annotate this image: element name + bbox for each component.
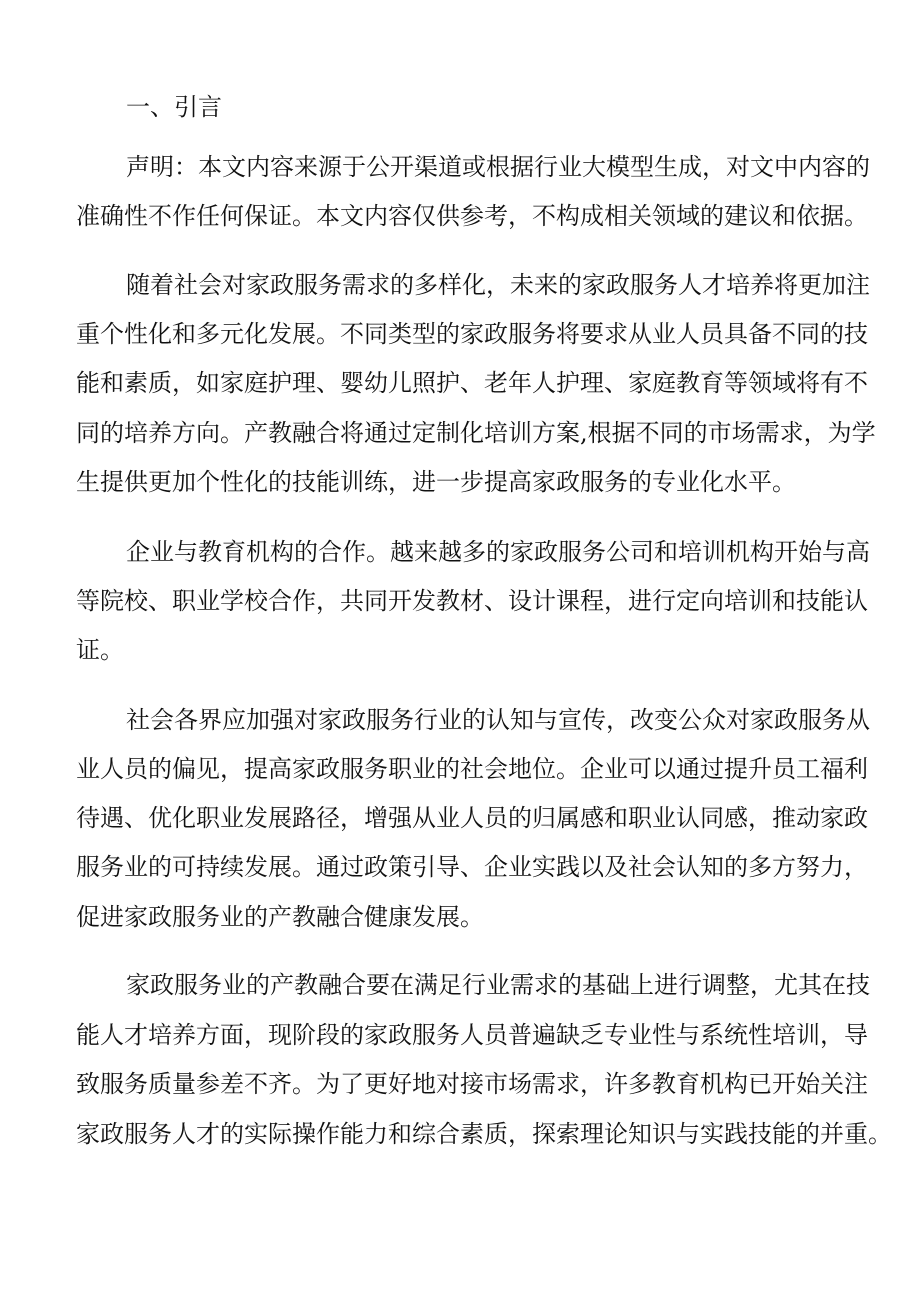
- paragraph-5-line-1: 家政服务业的产教融合要在满足行业需求的基础上进行调整，尤其在技: [126, 971, 870, 999]
- paragraph-3-line-1: 企业与教育机构的合作。越来越多的家政服务公司和培训机构开始与高: [126, 538, 870, 566]
- paragraph-2-line-5: 生提供更加个性化的技能训练，进一步提高家政服务的专业化水平。: [76, 468, 796, 496]
- paragraph-4-line-5: 促进家政服务业的产教融合健康发展。: [76, 903, 484, 931]
- paragraph-5-line-2: 能人才培养方面，现阶段的家政服务人员普遍缺乏专业性与系统性培训，导: [76, 1021, 868, 1049]
- paragraph-2-line-4: 同的培养方向。产教融合将通过定制化培训方案,根据不同的市场需求，为学: [76, 419, 876, 447]
- paragraph-3-line-2: 等院校、职业学校合作，共同开发教材、设计课程，进行定向培训和技能认: [76, 587, 868, 615]
- paragraph-4-line-2: 业人员的偏见，提高家政服务职业的社会地位。企业可以通过提升员工福利: [76, 755, 868, 783]
- paragraph-4-line-4: 服务业的可持续发展。通过政策引导、企业实践以及社会认知的多方努力，: [76, 853, 868, 881]
- paragraph-2-line-1: 随着社会对家政服务需求的多样化，未来的家政服务人才培养将更加注: [126, 271, 870, 299]
- paragraph-3-line-3: 证。: [76, 636, 124, 664]
- paragraph-2-line-3: 能和素质，如家庭护理、婴幼儿照护、老年人护理、家庭教育等领域将有不: [76, 369, 868, 397]
- paragraph-5-line-3: 致服务质量参差不齐。为了更好地对接市场需求，许多教育机构已开始关注: [76, 1070, 868, 1098]
- paragraph-disclaimer-line-1: 声明：本文内容来源于公开渠道或根据行业大模型生成，对文中内容的: [126, 153, 870, 181]
- paragraph-disclaimer-line-2: 准确性不作任何保证。本文内容仅供参考，不构成相关领域的建议和依据。: [76, 202, 868, 230]
- paragraph-4-line-1: 社会各界应加强对家政服务行业的认知与宣传，改变公众对家政服务从: [126, 706, 870, 734]
- paragraph-2-line-2: 重个性化和多元化发展。不同类型的家政服务将要求从业人员具备不同的技: [76, 320, 868, 348]
- paragraph-4-line-3: 待遇、优化职业发展路径，增强从业人员的归属感和职业认同感，推动家政: [76, 804, 868, 832]
- paragraph-5-line-4: 家政服务人才的实际操作能力和综合素质，探索理论知识与实践技能的并重。: [76, 1120, 892, 1148]
- section-heading: 一、引言: [126, 93, 222, 121]
